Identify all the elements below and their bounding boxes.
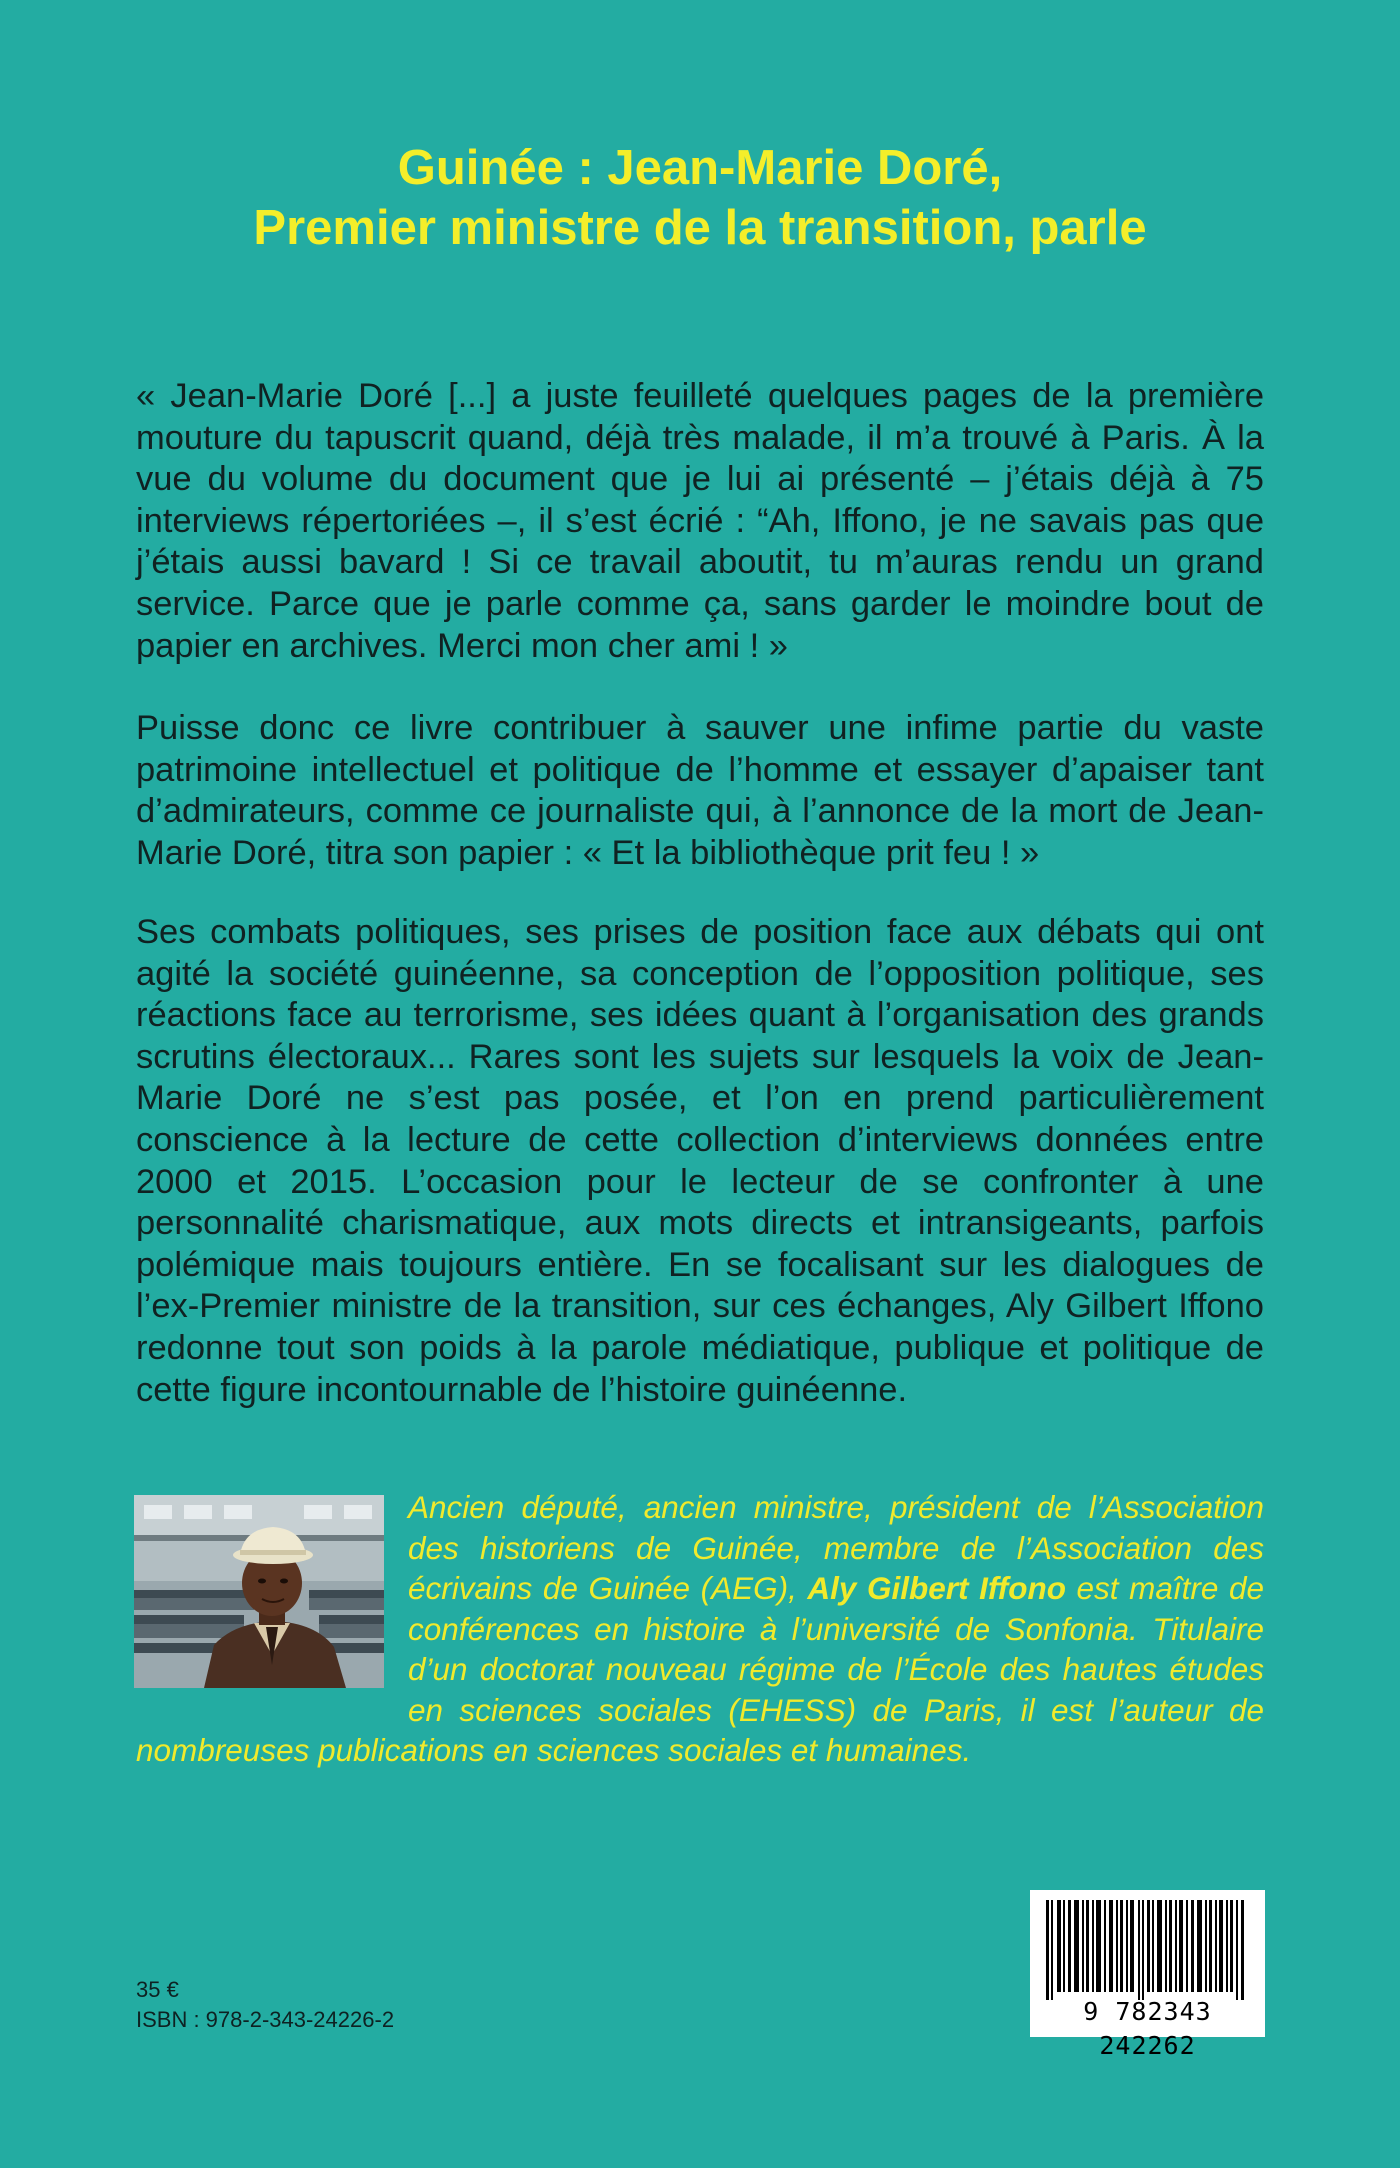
title-line-1: Guinée : Jean-Marie Doré, xyxy=(397,141,1003,195)
author-name: Aly Gilbert Iffono xyxy=(807,1570,1066,1606)
barcode-number: 9 782343 242262 xyxy=(1083,1997,1212,2060)
barcode xyxy=(1030,1890,1265,2060)
blurb-paragraph-2: Puisse donc ce livre contribuer à sauver une infime partie du vaste patrimoine intellectuel et politique de l’homme et essayer d’apaiser tant d’admirateurs, comme ce journaliste qui, à l’annonce de la mort de Jean-Marie Doré, titra son papier : « Et la bibliothèque prit feu ! » xyxy=(136,709,1264,872)
blurb-paragraph-3: Ses combats politiques, ses prises de position face aux débats qui ont agité la société guinéenne, sa conception de l’opposition politique, ses réactions face au terrorisme, ses idées quant à l’organisation des grands scrutins électoraux... Rares sont les sujets sur lesquels la voix de Jean-Marie Doré ne s’est pas posée, et l’on en prend particulièrement conscience à la lecture de cette collection d’interviews données entre 2000 et 2015. L’occasion pour le lecteur de se confronter à une personnalité charismatique, aux mots directs et intransigeants, parfois polémique mais toujours entière. En se focalisant sur les dialogues de l’ex-Premier ministre de la transition, sur ces échanges, Aly Gilbert Iffono redonne tout son poids à la parole médiatique, publique et politique de cette figure incontournable de l’histoire guinéenne. xyxy=(136,913,1264,1409)
title-line-2: Premier ministre de la transition, parle xyxy=(253,201,1147,255)
author-bio-rest: est maître de conférences en histoire à l’université de Sonfonia. Titulaire d’un doctorat nouveau régime de l’École des hautes études en sciences sociales (EHESS) de Paris, il est l’auteur de nombreuses publications en sciences sociales et humaines. xyxy=(136,1570,1264,1768)
author-photo xyxy=(134,1495,384,1688)
isbn: ISBN : 978-2-343-24226-2 xyxy=(136,2007,395,2032)
price: 35 € xyxy=(136,1977,179,2002)
blurb-quote-paragraph: « Jean-Marie Doré [...] a juste feuilleté quelques pages de la première mouture du tapuscrit quand, déjà très malade, il m’a trouvé à Paris. À la vue du volume du document que je lui ai présenté – j’étais déjà à 75 interviews répertoriées –, il s’est écrié : “Ah, Iffono, je ne savais pas que j’étais aussi bavard ! Si ce travail aboutit, tu m’auras rendu un grand service. Parce que je parle comme ça, sans garder le moindre bout de papier en archives. Merci mon cher ami ! » xyxy=(136,377,1264,665)
book-title xyxy=(100,138,1300,258)
author-bio-intro: Ancien député, ancien ministre, président de l’Association des historiens de Guinée, membre de l’Association des écrivains de Guinée (AEG), xyxy=(408,1489,1264,1606)
author-photo-illustration xyxy=(134,1495,384,1688)
